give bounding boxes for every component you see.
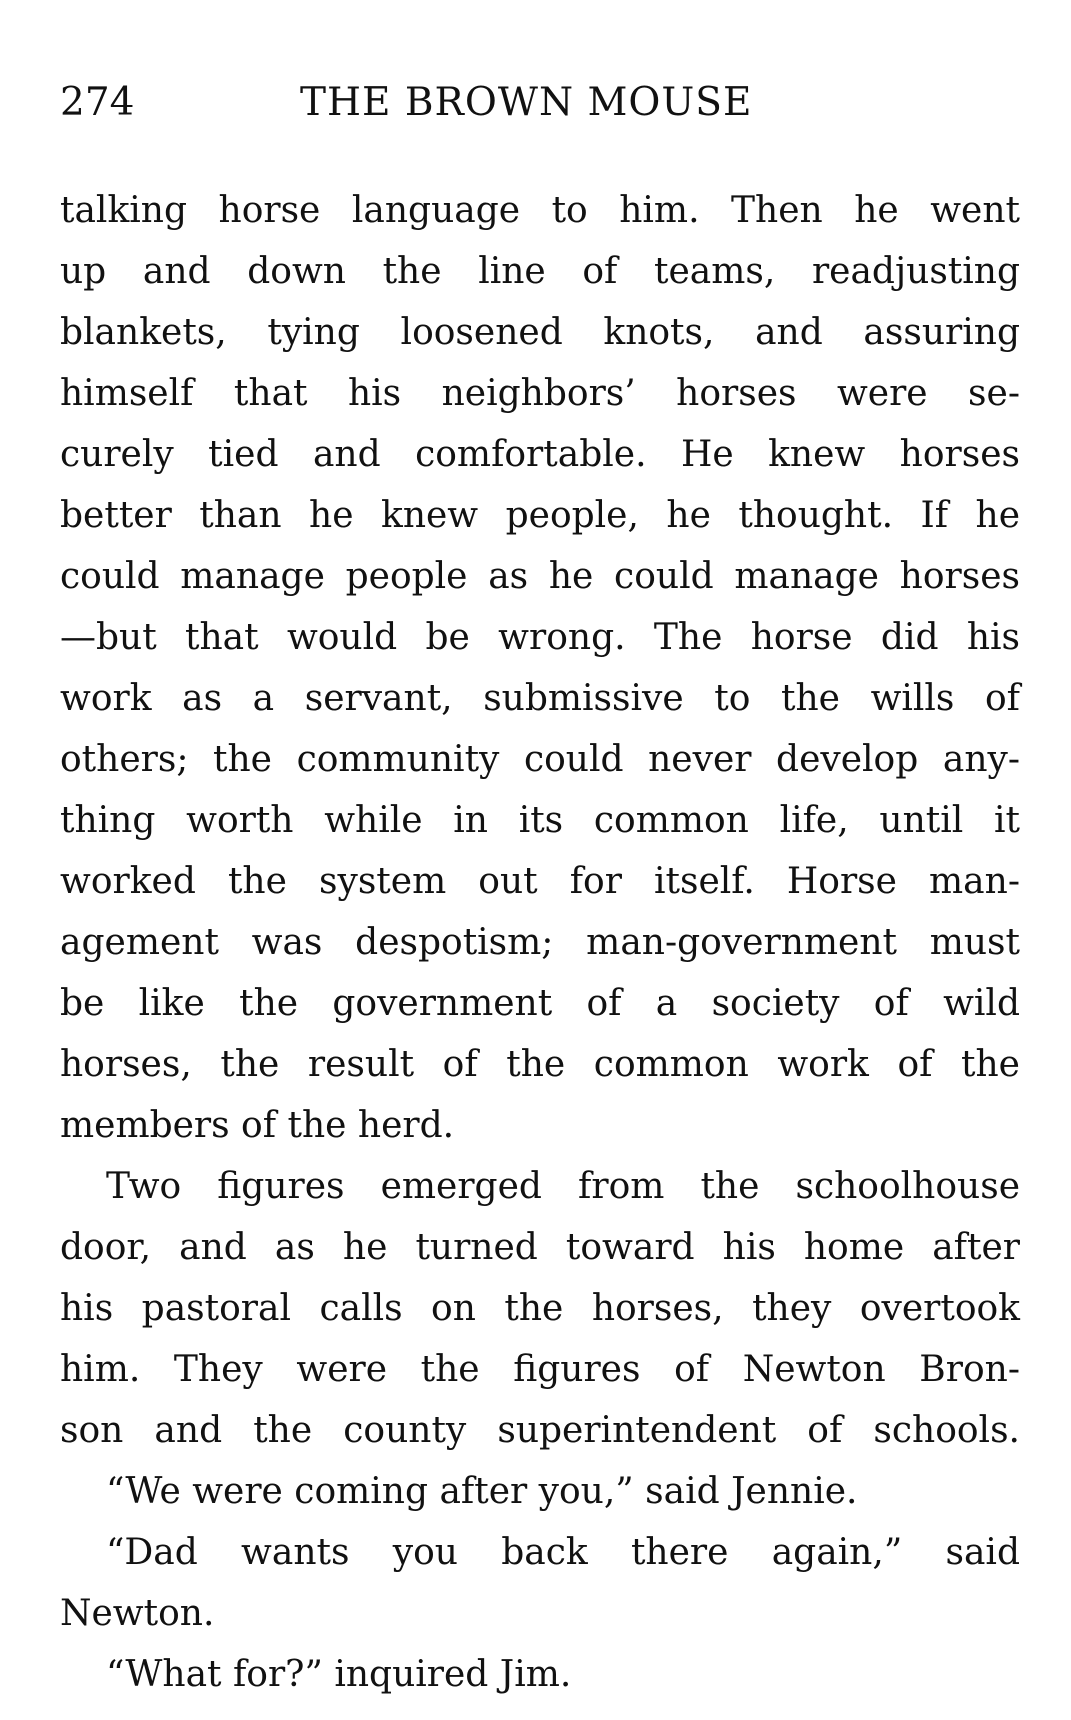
text-line: thing worth while in its common life, until it xyxy=(60,800,1020,841)
body-text xyxy=(60,180,1020,1705)
paragraph xyxy=(60,1644,1020,1705)
running-head xyxy=(60,78,1020,128)
text-line: agement was despotism; man-government must xyxy=(60,922,1020,963)
paragraph xyxy=(60,1156,1020,1461)
paragraph xyxy=(60,180,1020,1156)
text-line: better than he knew people, he thought. If he xyxy=(60,495,1020,536)
text-line: Newton. xyxy=(60,1593,215,1634)
text-line: others; the community could never develop any- xyxy=(60,739,1020,780)
text-line: himself that his neighbors’ horses were se- xyxy=(60,373,1020,414)
text-line: members of the herd. xyxy=(60,1105,455,1146)
text-line: horses, the result of the common work of the xyxy=(60,1044,1020,1085)
text-line: “What for?” inquired Jim. xyxy=(106,1654,572,1695)
paragraph xyxy=(60,1461,1020,1522)
text-line: could manage people as he could manage horses xyxy=(60,556,1020,597)
text-line: talking horse language to him. Then he went xyxy=(60,190,1020,231)
text-line: be like the government of a society of wild xyxy=(60,983,1020,1024)
running-title: THE BROWN MOUSE xyxy=(300,80,753,125)
text-line: “We were coming after you,” said Jennie. xyxy=(106,1471,858,1512)
text-line: —but that would be wrong. The horse did his xyxy=(60,617,1020,658)
text-line: curely tied and comfortable. He knew horses xyxy=(60,434,1020,475)
text-line: his pastoral calls on the horses, they overtook xyxy=(60,1288,1020,1329)
text-line: son and the county superintendent of schools. xyxy=(60,1410,1020,1451)
paragraph xyxy=(60,1522,1020,1644)
text-line: him. They were the figures of Newton Bron- xyxy=(60,1349,1020,1390)
text-line: “Dad wants you back there again,” said xyxy=(106,1532,1020,1573)
text-line: worked the system out for itself. Horse man- xyxy=(60,861,1020,902)
page-number: 274 xyxy=(60,80,135,125)
text-line: door, and as he turned toward his home after xyxy=(60,1227,1020,1268)
text-line: blankets, tying loosened knots, and assuring xyxy=(60,312,1020,353)
text-line: Two figures emerged from the schoolhouse xyxy=(106,1166,1020,1207)
text-line: work as a servant, submissive to the wills of xyxy=(60,678,1020,719)
text-line: up and down the line of teams, readjusting xyxy=(60,251,1020,292)
